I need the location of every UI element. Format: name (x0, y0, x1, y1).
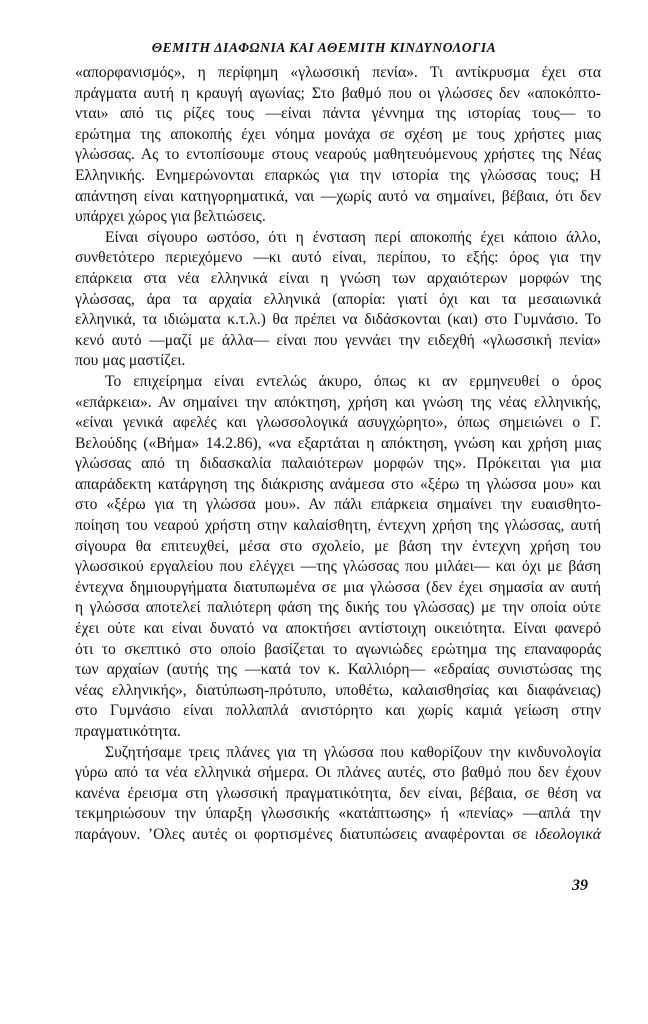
running-header: ΘΕΜΙΤΗ ΔΙΑΦΩΝΙΑ ΚΑΙ ΑΘΕΜΙΤΗ ΚΙΝΔΥΝΟΛΟΓΙΑ (151, 40, 497, 55)
body-text (75, 63, 601, 846)
italic-word: ιδεολογικά (534, 825, 601, 843)
text-line: σίγουρα θα επιτευχθεί, μέσα στο σχολείο, με βάση την έντεχνη χρήση του (75, 537, 601, 555)
text-line: γύρω από τα νέα ελληνικά σήμερα. Οι πλάνες αυτές, στο βαθμό που δεν έχουν (75, 764, 601, 782)
text-line: ερώτημα της αποκοπής έχει νόημα μονάχα σε σχέση με τους χρήστες μιας (75, 125, 601, 143)
text-line: «απορφανισμός», η περίφημη «γλωσσική πενία». Τι αντίκρυσμα έχει στα (75, 64, 601, 81)
text-line: έχει ούτε και είναι δυνατό να αποκτήσει αντίστοιχη οικειότητα. Είναι φανερό (75, 620, 601, 638)
paragraph (75, 228, 601, 372)
text-line-roman: παράγουν. ʼΟλες αυτές οι φορτισμένες διατυπώσεις αναφέρονται σε (75, 825, 528, 843)
paragraph (75, 372, 601, 743)
text-line: «είναι γενικά αφελές και γλωσσολογικά ασυγχώρητο», όπως σημειώνει ο Γ. (75, 414, 601, 432)
text-line: «επάρκεια». Αν σημαίνει την απόκτηση, χρήση και γνώση της νέας ελληνικής, (75, 393, 601, 411)
text-line (75, 825, 601, 846)
text-line: κανένα έρεισμα στη γλωσσική πραγματικότητα, δεν είναι, βέβαια, σε θέση να (75, 784, 601, 802)
text-line: γλώσσας. Ας το εντοπίσουμε στους νεαρούς μαθητευόμενους χρήστες της Νέας (75, 146, 601, 164)
text-line: Ελληνικής. Ενημερώνονται επαρκώς για την ιστορία της γλώσσας τους; Η (75, 166, 601, 184)
text-line: απαράδεκτη κατάργηση της διάκρισης ανάμεσα στο «ξέρω τη γλώσσα μου» και (75, 475, 601, 493)
text-line: ελληνικά, τα ιδιώματα κ.τ.λ.) θα πρέπει να διδάσκονται (και) στο Γυμνάσιο. Το (75, 311, 601, 329)
text-line: στο «ξέρω για τη γλώσσα μου». Αν πάλι επάρκεια σημαίνει την ευαισθητο- (75, 496, 601, 514)
text-line: των αρχαίων (αυτής της —κατά τον κ. Καλλιόρη— «εδραίας συνιστώσας της (75, 661, 601, 679)
text-line: γλώσσας, άρα τα αρχαία ελληνικά (απορία: γιατί όχι και τα μεσαιωνικά (75, 290, 601, 308)
text-line: στο Γυμνάσιο είναι πολλαπλά ανιστόρητο και χωρίς καμιά γείωση στην (75, 702, 601, 720)
text-line: η γλώσσα αποτελεί παλιότερη φάση της δικής του γλώσσας) με την οποία ούτε (75, 599, 601, 617)
paragraph (75, 63, 601, 228)
text-line: νέας ελληνικής», διατύπωση-πρότυπο, υποθέτω, καλαισθησίας και διαφάνειας) (75, 681, 601, 699)
text-line: επάρκεια στα νέα ελληνικά είναι η γνώση των αρχαιότερων μορφών της (75, 269, 601, 287)
text-line: ότι το σκεπτικό στο οποίο βασίζεται το αγωνιώδες ερώτημα της επαναφοράς (75, 640, 601, 658)
text-line: γλωσσικού εργαλείου που ελέγχει —της γλώσσας που μιλάει— και όχι με βάση (75, 558, 601, 576)
text-line: Είναι σίγουρο ωστόσο, ότι η ένσταση περί αποκοπής έχει κάποιο άλλο, (105, 228, 601, 246)
text-line: Το επιχείρημα είναι εντελώς άκυρο, όπως κι αν ερμηνευθεί ο όρος (105, 372, 601, 390)
text-line: Συζητήσαμε τρεις πλάνες για τη γλώσσα που καθορίζουν την κινδυνολογία (105, 743, 601, 761)
text-line: κενό αυτό —μαζί με άλλα— είναι που γεννάει την ειδεχθή «γλωσσική πενία» (75, 331, 601, 349)
text-line: πράγματα αυτή η κραυγή αγωνίας; Στο βαθμό που οι γλώσσες δεν «αποκόπτο- (75, 84, 601, 102)
page-number: 39 (572, 877, 588, 894)
text-line: πραγματικότητα. (75, 723, 181, 740)
text-line: που μας μαστίζει. (75, 352, 186, 370)
paragraph (75, 743, 601, 846)
text-line: τεκμηριώσουν την ύπαρξη γλωσσικής «κατάπτωσης» ή «πενίας» —απλά την (75, 805, 601, 823)
text-line: Βελούδης («Βήμα» 14.2.86), «να εξαρτάται η απόκτηση, γνώση και χρήση μιας (75, 434, 601, 452)
text-line: υπάρχει χώρος για βελτιώσεις. (75, 208, 266, 226)
text-line: συνθετότερο περιεχόμενο —κι αυτό είναι, περίπου, το εξής: όρος για την (75, 249, 601, 267)
text-line: έντεχνα δημιουργήματα διατυπωμένα σε μια γλώσσα (δεν έχει σημασία αν αυτή (75, 578, 601, 596)
text-line: νται» από τις ρίζες τους —είναι πάντα γέννημα της ιστορίας τους— το (75, 105, 601, 123)
text-line: γλώσσας από τη διδασκαλία παλαιότερων μορφών της». Πρόκειται για μια (75, 455, 601, 473)
text-line: ποίηση του νεαρού χρήστη στην καλαίσθητη, έντεχνη χρήση της γλώσσας, αυτή (75, 517, 601, 535)
text-line: απάντηση είναι κατηγορηματικά, ναι —χωρίς αυτό να σημαίνει, βέβαια, ότι δεν (75, 187, 601, 205)
